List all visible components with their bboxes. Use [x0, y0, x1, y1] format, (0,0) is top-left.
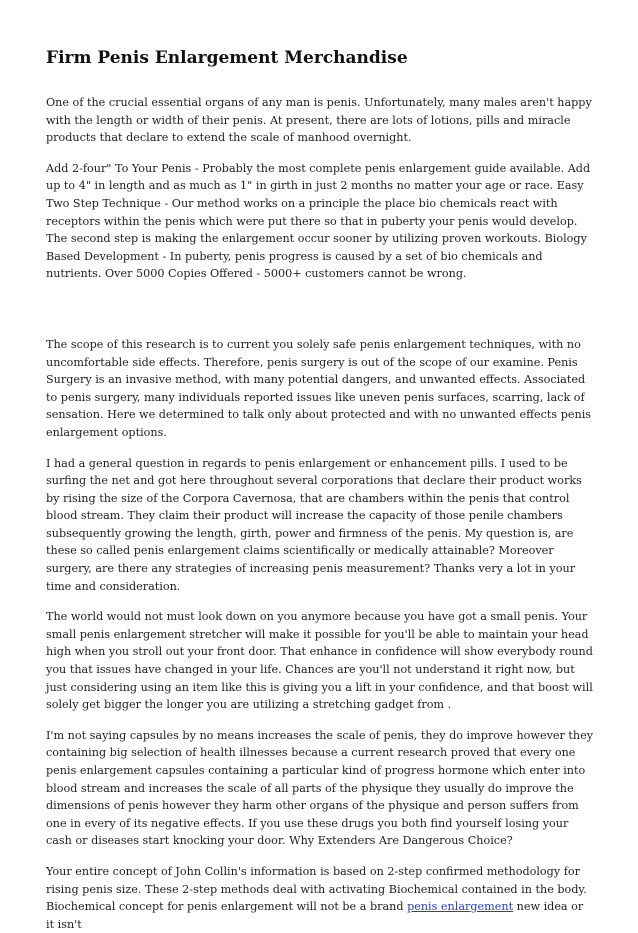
paragraph-7: [46, 863, 594, 933]
paragraph-1: One of the crucial essential organs of any man is penis. Unfortunately, many males aren't happy with the length or width of their penis. At present, there are lots of lotions, pills and miracle products that declare to extend the scale of manhood overnight.: [46, 96, 592, 145]
paragraph-7-text-after: new idea or it isn't: [46, 900, 584, 931]
paragraph-6: I'm not saying capsules by no means increases the scale of penis, they do improve however they containing big selection of health illnesses because a current research proved that every one penis enlargement capsules containing a particular kind of progress hormone which enter into blood stream and increases the scale of all parts of the physique they usually do improve the dimensions of penis however they harm other organs of the physique and person suffers from one in every of its negative effects. If you use these drugs you both find yourself losing your cash or diseases start knocking your door. Why Extenders Are Dangerous Choice?: [46, 728, 594, 848]
paragraph-spacer: [46, 296, 594, 336]
document-title: Firm Penis Enlargement Merchandise: [46, 48, 408, 68]
paragraph-7-text-before: Your entire concept of John Collin's information is based on 2-step confirmed methodology for rising penis size. These 2-step methods deal with activating Biochemical contained in the body. Biochemical concept for penis enlargement will not be a brand: [46, 864, 587, 914]
paragraph-3: The scope of this research is to current you solely safe penis enlargement techniques, with no uncomfortable side effects. Therefore, penis surgery is out of the scope of our examine. Penis Surgery is an invasive method, with many potential dangers, and unwanted effects. Associated to penis surgery, many individuals reported issues like uneven penis surfaces, scarring, lack of sensation. Here we determined to talk only about protected and with no unwanted effects penis enlargement options.: [46, 337, 592, 439]
paragraph-4: I had a general question in regards to penis enlargement or enhancement pills. I used to be surfing the net and got here throughout several corporations that declare their product works by rising the size of the Corpora Cavernosa, that are chambers within the penis that control blood stream. They claim their product will increase the capacity of those penile chambers subsequently growing the length, girth, power and firmness of the penis. My question is, are these so called penis enlargement claims scientifically or medically attainable? Moreover surgery, are there any strategies of increasing penis measurement? Thanks very a lot in your time and consideration.: [46, 456, 582, 593]
penis-enlargement-link[interactable]: penis enlargement: [407, 900, 514, 914]
paragraph-2: Add 2-four" To Your Penis - Probably the most complete penis enlargement guide available. Add up to 4" in length and as much as 1" in girth in just 2 months no matter your age or race. Easy Two Step Technique - Our method works on a principle the place bio chemicals react with receptors within the penis which were put there so that in puberty your penis would develop. The second step is making the enlargement occur sooner by utilizing proven workouts. Biology Based Development - In puberty, penis progress is caused by a set of bio chemicals and nutrients. Over 5000 Copies Offered - 5000+ customers cannot be wrong.: [46, 161, 591, 281]
paragraph-5: The world would not must look down on you anymore because you have got a small penis. Your small penis enlargement stretcher will make it possible for you'll be able to maintain your head high when you stroll out your front door. That enhance in confidence will show everybody round you that issues have changed in your life. Chances are you'll not understand it right now, but just considering using an item like this is giving you a lift in your confidence, and that boost will solely get bigger the longer you are utilizing a stretching gadget from .: [46, 610, 593, 712]
